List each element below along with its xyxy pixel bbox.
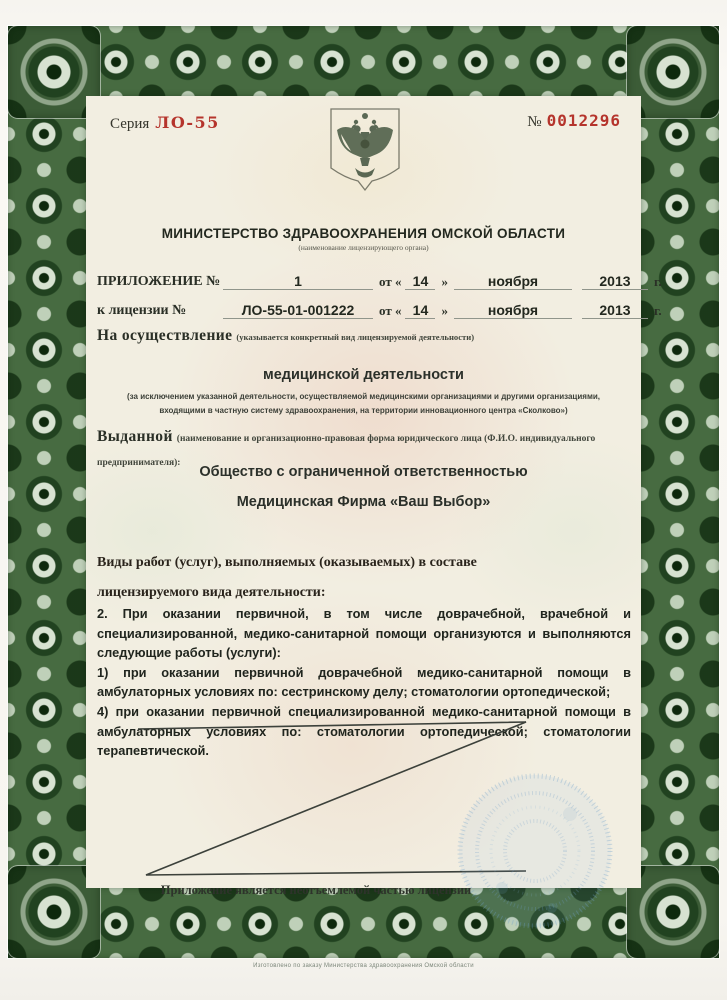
organization-name-line1: Общество с ограниченной ответственностью [199,464,528,480]
works-list [97,604,631,761]
series-label: Серия [110,116,150,132]
border-ornament-left [8,26,86,958]
round-blue-stamp [452,768,618,934]
license-day: 14 [405,302,435,319]
series-value: ЛО-55 [155,113,220,132]
number-value: 0012296 [546,111,621,130]
series-row [110,113,220,133]
number-sign: № [527,114,542,130]
appendix-value: 1 [223,273,373,290]
appendix-number-row [97,273,662,290]
activity-type-note: (за исключением указанной деятельности, осуществляемой медицинскими организациями и другими организациями, входящими в частную систему здравоохранения, на территории инновационного центра «Сколково») [126,392,600,415]
appendix-month: ноября [454,273,572,290]
close-quote: » [441,274,448,289]
works-paragraph: 2. При оказании первичной, в том числе доврачебной, врачебной и специализированной, медико-санитарной помощи организуются и выполняются следующие работы (услуги): [97,606,631,661]
activity-type: медицинской деятельности [263,367,464,383]
activity-lead [97,325,633,348]
border-ornament-right [641,26,719,958]
works-paragraph: 1) при оказании первичной доврачебной медико-санитарной помощи в амбулаторных условиях по: сестринскому делу; стоматологии ортопедической; [97,664,631,700]
license-year: 2013 [582,302,648,319]
grantee-lead-note: (наименование и организационно-правовая форма юридического лица (Ф.И.О. индивидуального предпринимателя): [97,434,596,468]
activity-lead-label: На осуществление [97,327,233,344]
close-quote: » [441,303,448,318]
from-quote: от « [379,274,402,289]
year-suffix: г. [653,274,662,289]
from-quote: от « [379,303,402,318]
coat-of-arms-icon [317,106,413,194]
license-month: ноября [454,302,572,319]
document-body [86,96,662,897]
border-ornament-top [8,26,719,96]
appendix-day: 14 [405,273,435,290]
works-heading: Виды работ (услуг), выполняемых (оказываемых) в составе лицензируемого вида деятельности: [97,555,477,600]
organization-name-line2: Медицинская Фирма «Ваш Выбор» [236,494,491,510]
grantee-lead-label: Выданной [97,428,173,445]
appendix-year: 2013 [582,273,648,290]
authority-note: (наименование лицензирующего органа) [298,243,429,252]
appendix-label: ПРИЛОЖЕНИЕ № [97,274,221,289]
license-number-row [97,302,662,319]
print-credit: Изготовлено по заказу Министерства здравоохранения Омской области [253,963,474,969]
works-paragraph: 4) при оказании первичной специализированной медико-санитарной помощи в амбулаторных условиях по: стоматологии ортопедической; стоматологии терапевтической. [97,703,631,759]
license-value: ЛО-55-01-001222 [223,302,373,319]
authority-title: МИНИСТЕРСТВО ЗДРАВООХРАНЕНИЯ ОМСКОЙ ОБЛАСТИ [161,226,566,241]
activity-lead-note: (указывается конкретный вид лицензируемой деятельности) [236,332,475,342]
license-label: к лицензии № [97,303,187,318]
document-number [527,111,621,131]
year-suffix: г. [653,303,662,318]
integral-part-note: Приложение является неотъемлемой частью лицензии [160,883,472,897]
